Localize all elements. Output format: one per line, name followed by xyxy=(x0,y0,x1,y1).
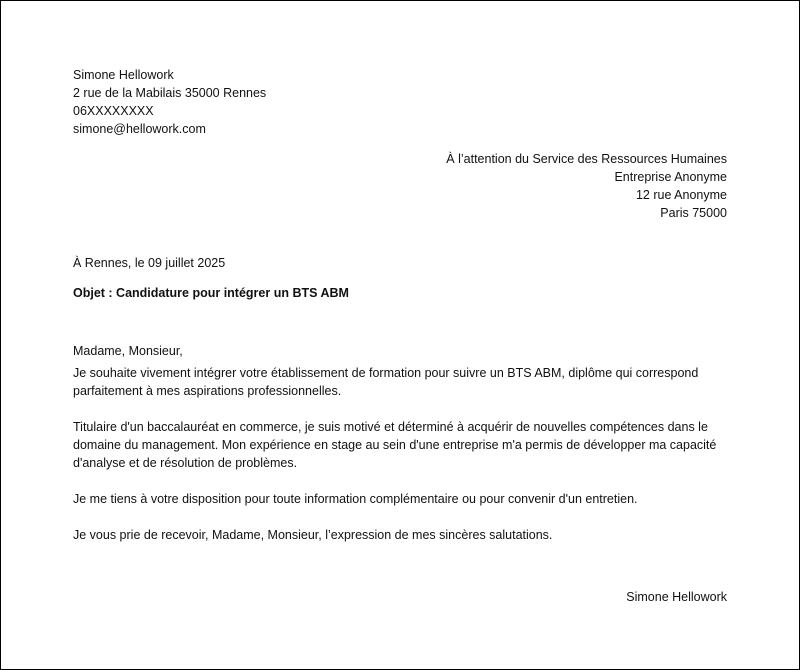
recipient-company: Entreprise Anonyme xyxy=(614,170,727,184)
sender-name: Simone Hellowork xyxy=(73,68,174,82)
sender-block xyxy=(73,66,473,138)
letter-body xyxy=(73,342,733,562)
salutation: Madame, Monsieur, xyxy=(73,344,183,358)
signature: Simone Hellowork xyxy=(626,590,727,604)
recipient-attention: À l’attention du Service des Ressources Humaines xyxy=(446,152,727,166)
sender-email: simone@hellowork.com xyxy=(73,122,206,136)
paragraph-closing: Je vous prie de recevoir, Madame, Monsieur, l’expression de mes sincères salutations. xyxy=(73,528,553,542)
paragraph-availability: Je me tiens à votre disposition pour toute information complémentaire ou pour convenir d'un entretien. xyxy=(73,492,638,506)
sender-address: 2 rue de la Mabilais 35000 Rennes xyxy=(73,86,267,100)
subject-line: Objet : Candidature pour intégrer un BTS ABM xyxy=(73,286,349,300)
recipient-city: Paris 75000 xyxy=(660,206,727,220)
paragraph-motivation: Je souhaite vivement intégrer votre établissement de formation pour suivre un BTS ABM, diplôme qui correspond parfaitement à mes aspirations professionnelles. xyxy=(73,366,699,398)
recipient-block xyxy=(301,150,727,222)
recipient-street: 12 rue Anonyme xyxy=(635,188,727,202)
date-line: À Rennes, le 09 juillet 2025 xyxy=(73,256,226,270)
paragraph-background: Titulaire d'un baccalauréat en commerce, je suis motivé et déterminé à acquérir de nouvelles compétences dans le domaine du management. Mon expérience en stage au sein d'une entreprise m'a permis de développer ma capacité d'analyse et de résolution de problèmes. xyxy=(73,420,717,470)
sender-phone: 06XXXXXXXX xyxy=(73,104,154,118)
